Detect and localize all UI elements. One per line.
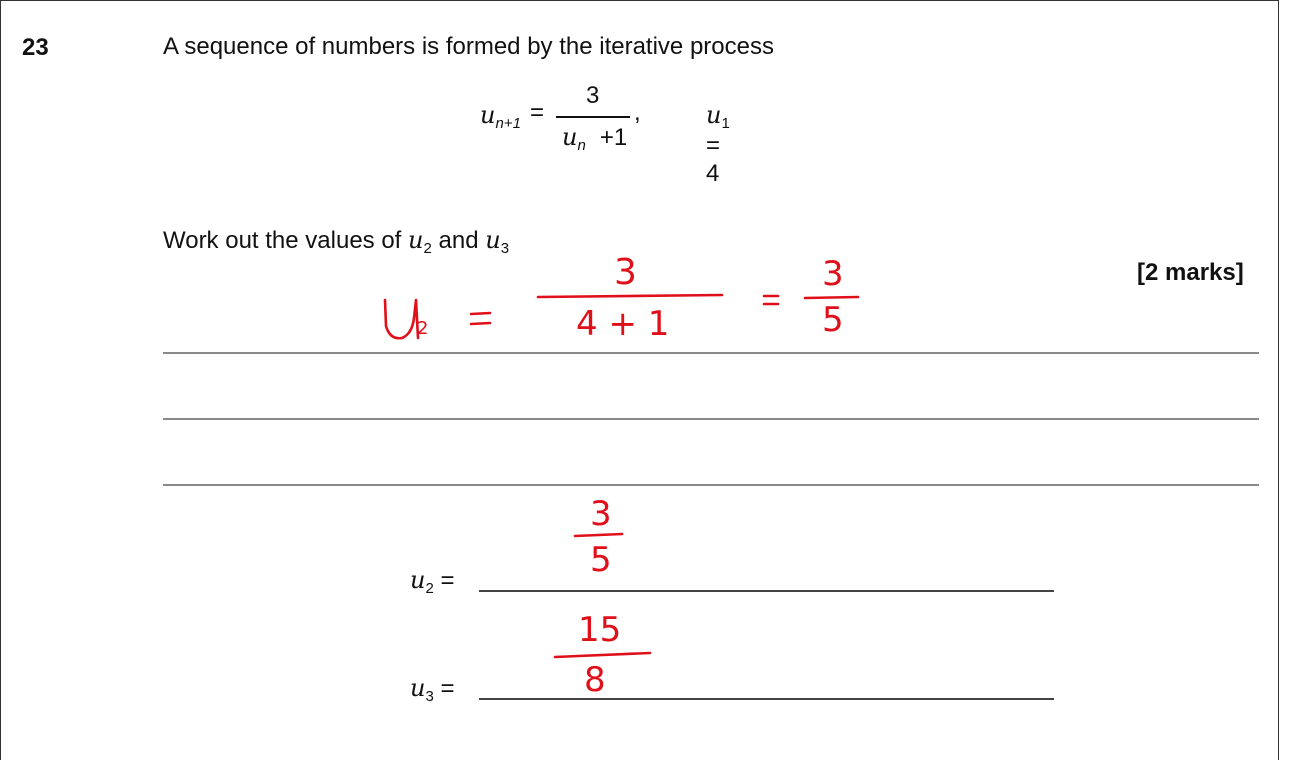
question-prompt: A sequence of numbers is formed by the iterative process: [163, 33, 774, 60]
hw-fraction-bar-u2: [575, 534, 622, 536]
hw-result-numerator: 3: [822, 254, 844, 294]
formula-initial-value: $u_1 = 4$: [706, 101, 730, 187]
formula-lhs: $u_{n+1}$: [480, 101, 521, 132]
answer-label-u2: $u_2$ =: [410, 566, 455, 597]
hw-u2-denominator: 5: [590, 540, 612, 580]
hw-u3-numerator: 15: [578, 610, 622, 650]
hw-u3-denominator: 8: [584, 660, 606, 700]
question-number: 23: [22, 34, 49, 61]
hw-fraction-bar-1: [538, 295, 722, 297]
hw-fraction-bar-u3: [555, 653, 650, 657]
hw-u-stroke: [385, 300, 418, 338]
hw-fraction-bar-2: [805, 297, 858, 298]
hw-result-denominator: 5: [822, 300, 844, 340]
hw-equals-2-stroke: [764, 296, 778, 304]
formula-comma: ,: [634, 99, 641, 126]
instruction-text: Work out the values of $u_2$ and $u_3$: [163, 226, 510, 257]
hw-numerator: 3: [614, 252, 637, 293]
formula-equals: =: [530, 99, 545, 126]
marks-label: [2 marks]: [1137, 259, 1244, 286]
formula-numerator: 3: [586, 82, 600, 109]
hw-u2-numerator: 3: [590, 494, 612, 534]
hw-denominator: 4 + 1: [576, 304, 670, 344]
hw-equals-1-stroke: [471, 313, 490, 324]
answer-label-u3: $u_3$ =: [410, 674, 455, 705]
hw-u-subscript: 2: [417, 318, 429, 339]
formula-denominator: $u_n +1$: [562, 123, 628, 154]
